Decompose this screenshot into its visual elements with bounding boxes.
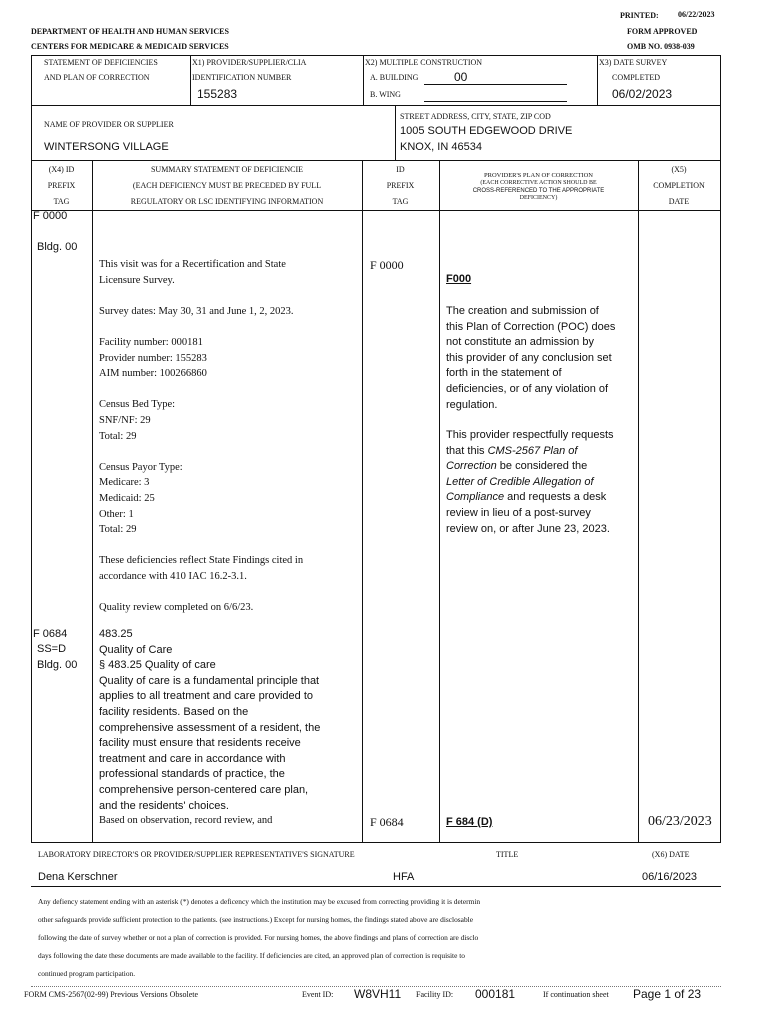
- col4-header-2: (EACH CORRECTIVE ACTION SHOULD BE: [480, 180, 597, 186]
- col2-header-1: SUMMARY STATEMENT OF DEFICIENCIE: [150, 165, 304, 174]
- col4-header-1: PROVIDER'S PLAN OF CORRECTION: [484, 172, 593, 179]
- disclaimer: Any defiency statement ending with an asterisk (*) denotes a deficency which the institution may be excused from correcting providing it is determin other safeguards provide sufficient protection to the patients. (see instructions.) Except for nursing homes, the findings stated above are disclosable following the date of survey whether or not a plan of correction is provided. For nursing homes, the above findings and plans of correction are disclo days following the date these documents are made available to the facility. If deficiencies are cited, an approved plan of correction is requisite to continued program participation.: [38, 897, 481, 978]
- printed-date: 06/22/2023: [678, 10, 715, 19]
- id-tag-f0000: F 0000: [370, 258, 404, 272]
- date-survey-label: X3) DATE SURVEY: [599, 58, 668, 67]
- department-title: DEPARTMENT OF HEALTH AND HUMAN SERVICES: [31, 27, 229, 36]
- col3-header-1: ID: [396, 165, 405, 174]
- provider-name: WINTERSONG VILLAGE: [44, 141, 169, 153]
- col4-header-4: DEFICIENCY): [519, 195, 558, 201]
- col2-header-2: (EACH DEFICIENCY MUST BE PRECEDED BY FULL: [132, 181, 322, 190]
- printed-label: PRINTED:: [620, 11, 659, 20]
- statement-label-2: AND PLAN OF CORRECTION: [44, 73, 150, 82]
- plan-heading-f684: F 684 (D): [446, 816, 493, 828]
- plan-paragraph-2: This provider respectfully requests that this CMS-2567 Plan of Correction be considered the Letter of Credible Allegation of Compliance and requests a desk review in lieu of a post-survey review on, or after June 23, 2023.: [446, 429, 614, 535]
- wing-label: B. WING: [370, 90, 401, 99]
- address-line-2: KNOX, IN 46534: [400, 141, 482, 153]
- centers-title: CENTERS FOR MEDICARE & MEDICAID SERVICES: [31, 42, 229, 51]
- address-line-1: 1005 SOUTH EDGEWOOD DRIVE: [400, 125, 573, 137]
- col3-header-3: TAG: [392, 197, 409, 206]
- col1-header-2: PREFIX: [47, 181, 76, 190]
- col5-header-3: DATE: [668, 197, 690, 206]
- form-number: FORM CMS-2567(02-99) Previous Versions Obsolete: [24, 990, 199, 999]
- multiple-construction-label: X2) MULTIPLE CONSTRUCTION: [365, 58, 483, 67]
- provider-id-value: 155283: [197, 87, 238, 101]
- summary-last-line: Based on observation, record review, and: [99, 815, 273, 826]
- col3-header-2: PREFIX: [386, 181, 415, 190]
- building-label: A. BUILDING: [370, 73, 419, 82]
- summary-statement-quality-of-care: 483.25 Quality of Care § 483.25 Quality of care Quality of care is a fundamental principle that applies to all treatment and care provided to facility residents. Based on the comprehensive assessment of a resident, the facility must ensure that residents receive treatment and care in accordance with professional standards of practice, the comprehensive person-centered care plan, and the residents' choices.: [99, 628, 321, 812]
- facility-id: 000181: [475, 987, 516, 1001]
- completion-date: 06/23/2023: [648, 814, 712, 829]
- event-id-label: Event ID:: [302, 990, 334, 999]
- col5-header-1: (X5): [671, 165, 687, 174]
- prefix-tag-f0684: F 0684: [33, 628, 68, 640]
- date-survey-value: 06/02/2023: [612, 87, 673, 101]
- signature-label: LABORATORY DIRECTOR'S OR PROVIDER/SUPPLIER REPRESENTATIVE'S SIGNATURE: [38, 850, 355, 859]
- provider-id-label-2: IDENTIFICATION NUMBER: [192, 73, 292, 82]
- statement-label-1: STATEMENT OF DEFICIENCIES: [44, 58, 158, 67]
- signature-title-label: TITLE: [496, 850, 519, 859]
- col2-header-3: REGULATORY OR LSC IDENTIFYING INFORMATION: [130, 197, 324, 206]
- provider-name-label: NAME OF PROVIDER OR SUPPLIER: [44, 120, 174, 129]
- address-label: STREET ADDRESS, CITY, STATE, ZIP COD: [400, 112, 551, 121]
- col4-header-3: CROSS-REFERENCED TO THE APPROPRIATE: [472, 188, 605, 194]
- signer-title: HFA: [393, 871, 415, 883]
- building-tag-2: Bldg. 00: [37, 659, 78, 671]
- omb-number: OMB NO. 0938-039: [627, 42, 695, 51]
- provider-id-label-1: X1) PROVIDER/SUPPLIER/CLIA: [192, 58, 307, 67]
- id-tag-f0684: F 0684: [370, 815, 404, 829]
- col1-header-1: (X4) ID: [48, 165, 75, 174]
- signature-date: 06/16/2023: [642, 871, 698, 883]
- facility-id-label: Facility ID:: [416, 990, 454, 999]
- signature-date-label: (X6) DATE: [652, 850, 690, 859]
- col1-header-3: TAG: [53, 197, 70, 206]
- page-number: Page 1 of 23: [633, 987, 702, 1001]
- continuation-label: If continuation sheet: [543, 990, 609, 999]
- summary-statement-serif: This visit was for a Recertification and State Licensure Survey. Survey dates: May 30, 31 and June 1, 2, 2023. Facility number: 000181 Provider number: 155283 AIM number: 100266860 Census Bed Type: SNF/NF: 29 Total: 29 Census Payor Type: Medicare: 3 Medicaid: 25 Other: 1 Total: 29 These deficiencies reflect State Findings cited in accordance with 410 IAC 16.2-3.1. Quality review completed on 6/6/23.: [99, 259, 304, 614]
- plan-paragraph-1: The creation and submission of this Plan of Correction (POC) does not constitute an admission by this provider of any conclusion set forth in the statement of deficiencies, or of any violation of regulation.: [446, 305, 616, 411]
- date-completed-label: COMPLETED: [612, 73, 660, 82]
- prefix-tag-f0000: F 0000: [33, 210, 68, 222]
- building-tag-1: Bldg. 00: [37, 241, 78, 253]
- plan-heading-f000: F000: [446, 273, 472, 285]
- form-approved: FORM APPROVED: [627, 27, 698, 36]
- col5-header-2: COMPLETION: [653, 181, 705, 190]
- scope-severity-tag: SS=D: [37, 643, 67, 655]
- building-value: 00: [454, 70, 468, 84]
- signer-name: Dena Kerschner: [38, 871, 118, 883]
- event-id: W8VH11: [354, 987, 402, 1001]
